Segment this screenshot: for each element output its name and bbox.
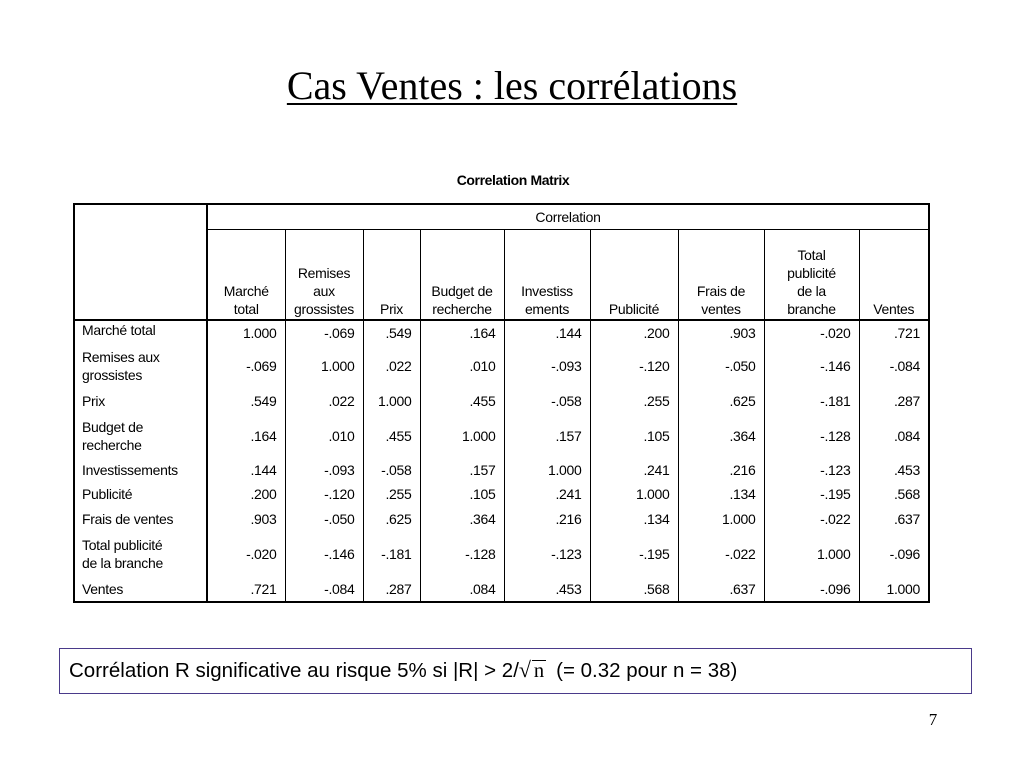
matrix-cell: -.084 — [859, 344, 929, 388]
matrix-cell: .084 — [859, 414, 929, 458]
matrix-cell: .903 — [678, 320, 764, 344]
matrix-cell: -.069 — [246, 358, 277, 374]
matrix-cell: -.020 — [246, 546, 277, 562]
matrix-cell: -.195 — [764, 482, 859, 506]
matrix-cell: .453 — [504, 576, 590, 602]
matrix-cell: -.022 — [764, 506, 859, 532]
matrix-cell: -.022 — [678, 532, 764, 576]
matrix-cell: -.020 — [764, 320, 859, 344]
matrix-cell: -.093 — [285, 458, 363, 482]
table-row — [74, 344, 929, 388]
sqrt-argument: n — [533, 660, 545, 682]
column-header-line: Total — [797, 247, 826, 263]
matrix-cell: -.058 — [504, 388, 590, 414]
matrix-cell: -.123 — [504, 532, 590, 576]
table-row — [74, 482, 929, 506]
matrix-cell: -.058 — [363, 458, 420, 482]
column-header-line: ements — [524, 301, 570, 317]
matrix-cell: 1.000 — [764, 532, 859, 576]
table-row — [74, 388, 929, 414]
sqrt-n-expression — [518, 657, 546, 683]
matrix-cell: -.084 — [285, 576, 363, 602]
row-header-line: Prix — [82, 393, 105, 409]
table-row — [74, 414, 929, 458]
table-row — [74, 506, 929, 532]
matrix-cell: -.096 — [859, 532, 929, 576]
column-header — [678, 230, 764, 321]
column-header — [363, 230, 420, 321]
column-header-line: Frais de — [696, 283, 746, 299]
matrix-cell: 1.000 — [242, 324, 277, 341]
matrix-body — [74, 320, 929, 602]
column-header-line: branche — [787, 301, 836, 317]
matrix-cell: -.120 — [590, 344, 678, 388]
matrix-cell: -.195 — [590, 532, 678, 576]
matrix-cell: .164 — [250, 428, 277, 444]
matrix-cell: -.096 — [764, 576, 859, 602]
matrix-cell: -.050 — [285, 506, 363, 532]
matrix-cell: .010 — [285, 414, 363, 458]
matrix-cell: .144 — [250, 462, 277, 478]
matrix-cell: .568 — [590, 576, 678, 602]
matrix-cell: .364 — [678, 414, 764, 458]
note-text-after: (= 0.32 pour n = 38) — [556, 659, 738, 682]
row-header-line: Budget de — [82, 419, 144, 435]
row-header — [74, 506, 207, 532]
column-header-line: Marché — [223, 283, 269, 299]
column-header-line: aux — [313, 283, 335, 299]
matrix-cell: .144 — [504, 320, 590, 344]
column-header-line: grossistes — [293, 301, 355, 317]
slide-title-text: Cas Ventes : les corrélations — [286, 63, 738, 108]
matrix-cell: -.128 — [420, 532, 504, 576]
matrix-cell: .721 — [859, 320, 929, 344]
row-header — [74, 320, 207, 344]
matrix-cell: .287 — [859, 388, 929, 414]
slide-title — [0, 62, 1024, 109]
matrix-cell: -.146 — [764, 344, 859, 388]
row-header-line: Remises aux — [82, 349, 160, 365]
matrix-cell: .721 — [250, 580, 277, 597]
matrix-cell: .022 — [363, 344, 420, 388]
matrix-cell: 1.000 — [285, 344, 363, 388]
matrix-cell: .455 — [363, 414, 420, 458]
matrix-cell: 1.000 — [859, 576, 929, 602]
significance-note — [59, 648, 972, 694]
row-header-line: grossistes — [82, 367, 143, 383]
row-header-line: Investissements — [82, 462, 178, 478]
matrix-cell: .022 — [285, 388, 363, 414]
matrix-cell: .134 — [678, 482, 764, 506]
matrix-cell: .134 — [590, 506, 678, 532]
row-header — [74, 388, 207, 414]
matrix-cell: .241 — [504, 482, 590, 506]
column-header — [285, 230, 363, 321]
matrix-cell: .255 — [590, 388, 678, 414]
matrix-cell: -.181 — [363, 532, 420, 576]
row-header-line: Marché total — [82, 322, 156, 338]
table-row — [74, 458, 929, 482]
matrix-cell: -.123 — [764, 458, 859, 482]
matrix-cell: -.069 — [285, 320, 363, 344]
matrix-cell: .255 — [363, 482, 420, 506]
matrix-cell: .157 — [420, 458, 504, 482]
row-header — [74, 414, 207, 458]
matrix-cell: -.120 — [285, 482, 363, 506]
matrix-cell: .105 — [590, 414, 678, 458]
column-header-line: Ventes — [873, 301, 915, 317]
matrix-cell: .637 — [859, 506, 929, 532]
row-header-line: de la branche — [82, 555, 163, 571]
matrix-cell: .637 — [678, 576, 764, 602]
matrix-cell: -.093 — [504, 344, 590, 388]
matrix-cell: .010 — [420, 344, 504, 388]
matrix-cell: .200 — [590, 320, 678, 344]
sqrt-symbol: √ — [518, 657, 531, 682]
column-header-line: ventes — [701, 301, 741, 317]
matrix-cell: .200 — [250, 486, 277, 502]
column-header-line: recherche — [432, 301, 492, 317]
column-header — [590, 230, 678, 321]
matrix-cell: .157 — [504, 414, 590, 458]
column-header-line: publicité — [787, 265, 836, 281]
row-header-line: Publicité — [82, 486, 133, 502]
matrix-cell: 1.000 — [420, 414, 504, 458]
matrix-cell: .625 — [363, 506, 420, 532]
matrix-cell: 1.000 — [504, 458, 590, 482]
table-caption: Correlation Matrix — [456, 172, 570, 188]
row-header-line: Total publicité — [82, 537, 163, 553]
matrix-cell: 1.000 — [363, 388, 420, 414]
matrix-cell: .216 — [504, 506, 590, 532]
column-header-line: Publicité — [608, 301, 660, 317]
matrix-cell: .549 — [250, 393, 277, 409]
row-header — [74, 344, 207, 388]
row-header — [74, 576, 207, 602]
column-header — [207, 230, 285, 321]
matrix-cell: .084 — [420, 576, 504, 602]
note-text: Corrélation R significative au risque 5% si |R| > 2/ — [69, 659, 519, 682]
column-header-line: Budget de — [431, 283, 493, 299]
matrix-cell: .216 — [678, 458, 764, 482]
column-header-line: Remises — [297, 265, 351, 281]
group-header-row — [74, 204, 929, 230]
table-row — [74, 320, 929, 344]
matrix-cell: -.146 — [285, 532, 363, 576]
matrix-cell: .287 — [363, 576, 420, 602]
matrix-cell: .453 — [859, 458, 929, 482]
matrix-cell: .105 — [420, 482, 504, 506]
matrix-cell: 1.000 — [590, 482, 678, 506]
row-header-line: recherche — [82, 437, 142, 453]
column-header — [859, 230, 929, 321]
matrix-cell: -.128 — [764, 414, 859, 458]
row-header-line: Frais de ventes — [82, 511, 174, 527]
matrix-cell: .549 — [363, 320, 420, 344]
matrix-cell: .625 — [678, 388, 764, 414]
matrix-cell: .903 — [250, 511, 277, 527]
column-header-line: total — [233, 301, 259, 317]
table-row — [74, 532, 929, 576]
matrix-cell: .455 — [420, 388, 504, 414]
row-header — [74, 532, 207, 576]
correlation-matrix-table — [73, 203, 930, 603]
page-number: 7 — [928, 710, 938, 729]
column-header-line: Investiss — [521, 283, 573, 299]
header-corner-cell — [74, 204, 207, 320]
matrix-cell: -.181 — [764, 388, 859, 414]
row-header-line: Ventes — [82, 580, 124, 597]
matrix-cell: .364 — [420, 506, 504, 532]
correlation-group-header: Correlation — [207, 204, 929, 230]
matrix-cell: .568 — [859, 482, 929, 506]
matrix-cell: 1.000 — [678, 506, 764, 532]
column-header — [504, 230, 590, 321]
row-header — [74, 482, 207, 506]
matrix-cell: -.050 — [678, 344, 764, 388]
row-header — [74, 458, 207, 482]
column-header — [420, 230, 504, 321]
column-header-line: de la — [797, 283, 826, 299]
column-header-line: Prix — [380, 301, 403, 317]
matrix-cell: .164 — [420, 320, 504, 344]
column-header — [764, 230, 859, 321]
table-row — [74, 576, 929, 602]
matrix-cell: .241 — [590, 458, 678, 482]
